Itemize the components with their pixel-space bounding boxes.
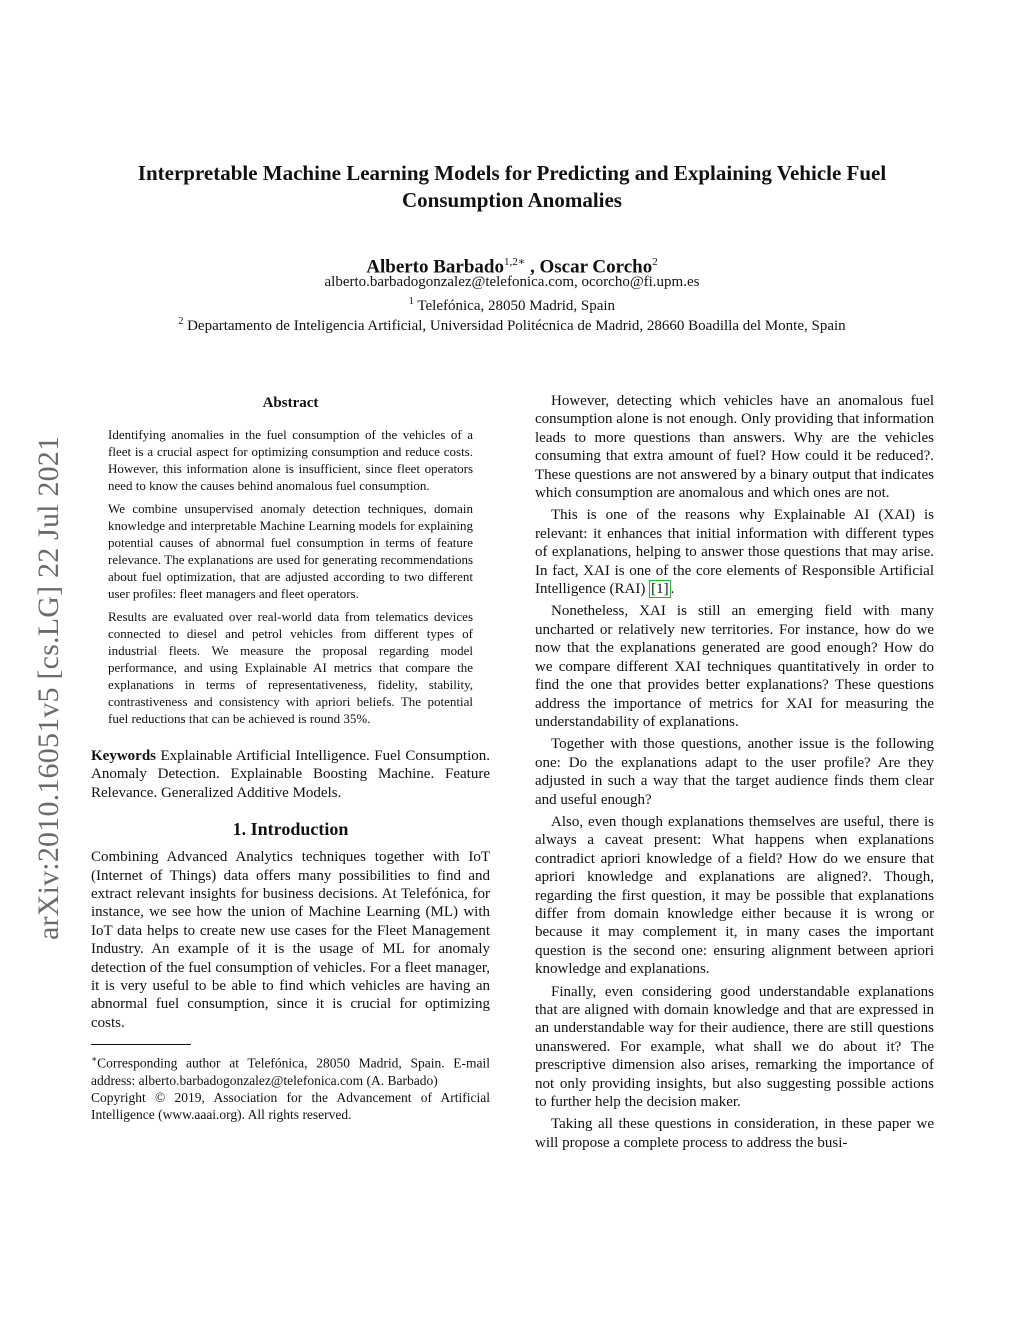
footnote-marker: ∗ (91, 1054, 98, 1065)
affiliation-text: Departamento de Inteligencia Artificial, Universidad Politécnica de Madrid, 28660 Boadilla del Monte, Spain (183, 318, 846, 334)
copyright-notice: Copyright © 2019, Association for the Advancement of Artificial Intelligence (www.aaai.org). All rights reserved. (91, 1089, 490, 1122)
body-paragraph: Also, even though explanations themselves are useful, there is always a caveat present: What happens when explanations contradict apriori knowledge of a field? How do we ensure that apriori knowledge and explanations are aligned?. Though, regarding the first question, it may be possible that explanations differ from domain knowledge either because it is wrong or because it may complement it, in many cases the important question is the second one: ensuring alignment between apriori knowledge and explanations. (535, 813, 934, 978)
author-name: Oscar Corcho (539, 256, 653, 278)
abstract-paragraph: Identifying anomalies in the fuel consumption of the vehicles of a fleet is a crucial aspect for optimizing consumption and reduce costs. However, this information alone is insufficient, since fleet operators need to know the causes behind anomalous fuel consumption. (108, 427, 473, 493)
affiliation-number: 2 (178, 316, 184, 327)
keywords-text: Explainable Artificial Intelligence. Fuel Consumption. Anomaly Detection. Explainable Boosting Machine. Feature Relevance. Generalized Additive Models. (91, 748, 490, 801)
body-paragraph: Nonetheless, XAI is still an emerging field with many uncharted or relatively new territories. For instance, how do we now that the explanations generated are good enough? How do we compare different XAI techniques quantitatively in order to find the one that provides better explanations? These questions address the importance of metrics for XAI for measuring the understandability of explanations. (535, 603, 934, 730)
affiliation-number: 1 (408, 296, 414, 307)
abstract-paragraph: We combine unsupervised anomaly detection techniques, domain knowledge and interpretable Machine Learning models for explaining potential causes of abnormal fuel consumption in terms of feature relevance. The explanations are used for generating recommendations about fuel optimization, that are adjusted according to two different user profiles: fleet managers and fleet operators. (108, 501, 473, 601)
body-paragraph: Combining Advanced Analytics techniques together with IoT (Internet of Things) data offers many possibilities to find and extract relevant insights for business decisions. At Telefónica, for instance, we see how the union of Machine Learning (ML) with IoT data helps to create new use cases for the Fleet Management Industry. An example of it is the usage of ML for anomaly detection of the fuel consumption of vehicles. For a fleet manager, it is very useful to be able to find which vehicles are having an abnormal fuel consumption, since it is crucial for optimizing costs. (91, 849, 490, 1031)
author-emails: alberto.barbadogonzalez@telefonica.com, ocorcho@fi.upm.es (324, 274, 700, 290)
abstract-paragraph: Results are evaluated over real-world data from telematics devices connected to diesel and petrol vehicles from different types of industrial fleets. We measure the proposal regarding model performance, and using Explainable AI metrics that compare the explanations in terms of representativeness, fidelity, stability, contrastiveness and consistency with apriori beliefs. The potential fuel reductions that can be achieved is round 35%. (108, 609, 473, 726)
body-paragraph (535, 506, 934, 598)
author-affiliation-marker: 1,2∗ (504, 256, 526, 268)
body-paragraph: Together with those questions, another issue is the following one: Do the explanations adapt to the user profile? Are they adjusted in such a way that the target audience finds them clear and useful enough? (535, 736, 934, 808)
left-column (91, 392, 490, 1123)
footnote (91, 1051, 490, 1089)
citation-link[interactable]: [1] (651, 581, 669, 598)
paper-title: Interpretable Machine Learning Models for Predicting and Explaining Vehicle Fuel Consumption Anomalies (137, 161, 887, 212)
section-heading: 1. Introduction (232, 819, 349, 840)
arxiv-identifier: arXiv:2010.16051v5 [cs.LG] 22 Jul 2021 (32, 435, 65, 940)
paragraph-text: . (670, 581, 675, 598)
paragraph-text: This is one of the reasons why Explainable AI (XAI) is relevant: it enhances that initial information with different types of explanations, helping to answer those questions that may arise. In fact, XAI is one of the core elements of Responsible Artificial Intelligence (RAI) (535, 507, 934, 598)
body-paragraph: Finally, even considering good understandable explanations that are aligned with domain knowledge and that are expressed in an understandable way for their audience, there are still questions unanswered. For example, what shall we do about it? The prescriptive dimension also arises, remarking the importance of not only providing insights, but also suggesting possible actions to further help the decision maker. (535, 983, 934, 1111)
keywords-label: Keywords (91, 748, 156, 764)
affiliation-text: Telefónica, 28050 Madrid, Spain (413, 298, 616, 314)
author-name: Alberto Barbado (366, 256, 504, 278)
right-column (535, 392, 934, 1156)
body-paragraph: Taking all these questions in consideration, in these paper we will propose a complete process to address the busi- (535, 1116, 934, 1151)
keywords (91, 747, 490, 802)
abstract-heading: Abstract (262, 395, 319, 411)
author-affiliation-marker: 2 (652, 256, 658, 268)
author-separator: , (525, 256, 540, 278)
body-paragraph: However, detecting which vehicles have an anomalous fuel consumption alone is not enough. Only providing that information leads to more questions than answers. Why are the vehicles consuming that extra amount of fuel? How could it be reduced?. These questions are not answered by a binary output that indicates which consumption are anomalous and which ones are not. (535, 393, 934, 502)
footnote-rule (91, 1044, 191, 1045)
footnote-text: Corresponding author at Telefónica, 28050 Madrid, Spain. E-mail address: alberto.barbadogonzalez@telefonica.com (A. Barbado) (91, 1055, 490, 1088)
affiliation (80, 312, 944, 336)
